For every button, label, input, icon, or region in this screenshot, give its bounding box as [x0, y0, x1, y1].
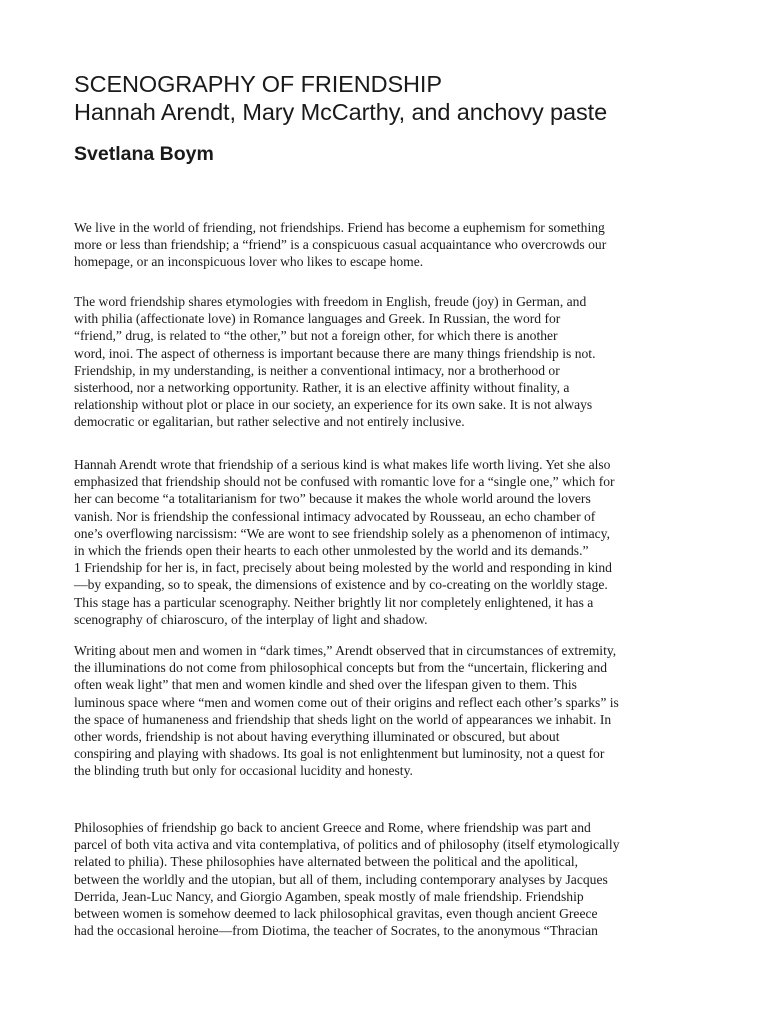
text-line: The word friendship shares etymologies with freedom in English, freude (joy) in German, and — [74, 294, 587, 309]
text-line: one’s overflowing narcissism: “We are wont to see friendship solely as a phenomenon of intimacy, — [74, 525, 610, 541]
paragraph-3 — [74, 456, 696, 628]
paragraph-1 — [74, 219, 696, 271]
author-name: Svetlana Boym — [74, 143, 214, 165]
text-line: emphasized that friendship should not be confused with romantic love for a “single one,” which for — [74, 474, 615, 490]
text-line: homepage, or an inconspicuous lover who likes to escape home. — [74, 254, 424, 270]
text-line: scenography of chiaroscuro, of the interplay of light and shadow. — [74, 611, 428, 627]
text-line: luminous space where “men and women come out of their origins and reflect each other’s sparks” is — [74, 694, 619, 710]
text-line: parcel of both vita activa and vita contemplativa, of politics and of philosophy (itself etymologically — [74, 837, 620, 853]
text-line: with philia (affectionate love) in Romance languages and Greek. In Russian, the word for — [74, 311, 561, 327]
text-line: the blinding truth but only for occasional lucidity and honesty. — [74, 763, 413, 779]
text-line: —by expanding, so to speak, the dimensions of existence and by co-creating on the worldly stage. — [74, 577, 608, 593]
text-line: democratic or egalitarian, but rather selective and not entirely inclusive. — [74, 414, 465, 430]
document-title: SCENOGRAPHY OF FRIENDSHIP — [74, 71, 442, 97]
text-line: between the worldly and the utopian, but all of them, including contemporary analyses by Jacques — [74, 871, 608, 887]
text-line: conspiring and playing with shadows. Its goal is not enlightenment but luminosity, not a quest for — [74, 746, 605, 762]
text-line: more or less than friendship; a “friend” is a conspicuous casual acquaintance who overcrowds our — [74, 237, 607, 253]
text-line: her can become “a totalitarianism for two” because it makes the whole world around the lovers — [74, 491, 591, 507]
document-subtitle: Hannah Arendt, Mary McCarthy, and anchovy paste — [74, 99, 608, 125]
text-line: Derrida, Jean-Luc Nancy, and Giorgio Agamben, speak mostly of male friendship. Friendship — [74, 888, 584, 904]
text-line: 1 Friendship for her is, in fact, precisely about being molested by the world and responding in kind — [74, 560, 612, 576]
text-line: This stage has a particular scenography. Neither brightly lit nor completely enlightened, it has a — [74, 594, 594, 610]
text-line: Hannah Arendt wrote that friendship of a serious kind is what makes life worth living. Yet she also — [74, 457, 611, 472]
text-line: between women is somehow deemed to lack philosophical gravitas, even though ancient Greece — [74, 906, 598, 922]
paragraph-4 — [74, 642, 696, 780]
text-line: We live in the world of friending, not friendships. Friend has become a euphemism for something — [74, 220, 605, 235]
text-line: related to philia). These philosophies have alternated between the political and the apolitical, — [74, 854, 579, 870]
paragraph-2 — [74, 293, 696, 431]
text-line: word, inoi. The aspect of otherness is important because there are many things friendship is not. — [74, 345, 596, 361]
text-line: the illuminations do not come from philosophical concepts but from the “uncertain, flickering and — [74, 660, 608, 676]
text-line: often weak light” that men and women kindle and shed over the lifespan given to them. This — [74, 677, 577, 693]
text-line: the space of humaneness and friendship that sheds light on the world of appearances we inhabit. In — [74, 711, 612, 727]
text-line: relationship without plot or place in our society, an experience for its own sake. It is not always — [74, 397, 593, 413]
text-line: Philosophies of friendship go back to ancient Greece and Rome, where friendship was part and — [74, 820, 591, 835]
text-line: had the occasional heroine—from Diotima, the teacher of Socrates, to the anonymous “Thracian — [74, 923, 598, 939]
text-line: “friend,” drug, is related to “the other,” but not a foreign other, for which there is another — [74, 328, 558, 344]
text-line: sisterhood, nor a networking opportunity. Rather, it is an elective affinity without finality, a — [74, 380, 570, 396]
text-line: Writing about men and women in “dark times,” Arendt observed that in circumstances of extremity, — [74, 643, 617, 658]
text-line: vanish. Nor is friendship the confessional intimacy advocated by Rousseau, an echo chamber of — [74, 508, 596, 524]
paragraph-5 — [74, 819, 696, 939]
text-line: in which the friends open their hearts to each other unmolested by the world and its demands.” — [74, 543, 589, 559]
text-line: Friendship, in my understanding, is neither a conventional intimacy, nor a brotherhood or — [74, 362, 560, 378]
text-line: other words, friendship is not about having everything illuminated or obscured, but about — [74, 729, 560, 745]
